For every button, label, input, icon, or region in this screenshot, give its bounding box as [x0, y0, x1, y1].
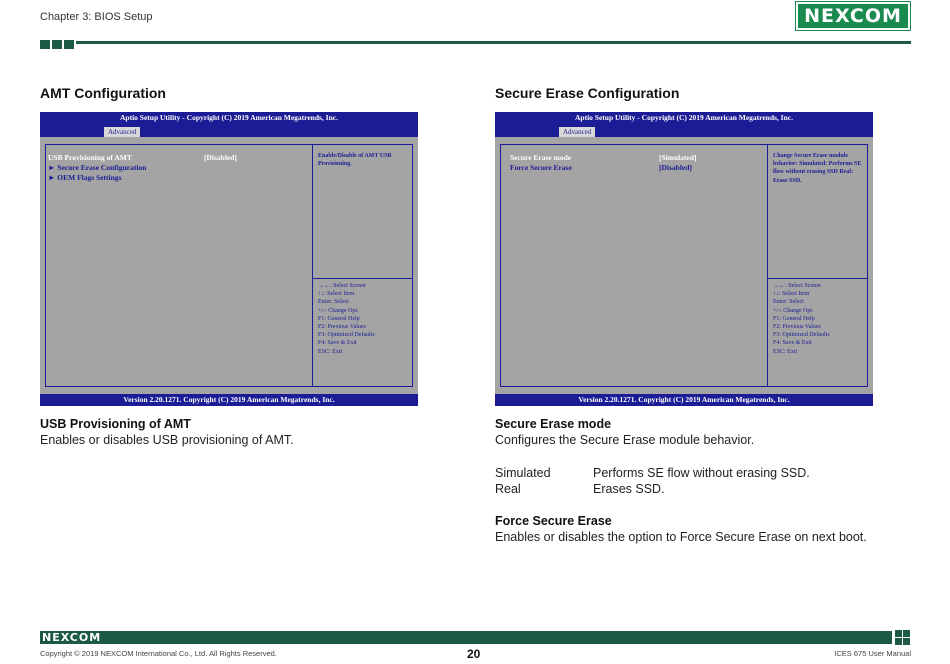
- key-hint: Enter: Select: [773, 299, 804, 306]
- key-hint: ↑↓: Select Item: [773, 291, 810, 298]
- footer-bar: [40, 631, 892, 644]
- key-hint: F4: Save & Exit: [318, 340, 357, 347]
- key-hint: F1: General Help: [773, 315, 815, 322]
- bios-divider: [767, 278, 868, 279]
- key-hint: F3: Optimized Defaults: [773, 332, 830, 339]
- option-desc-simulated: Performs SE flow without erasing SSD.: [593, 466, 810, 480]
- page-number: 20: [467, 647, 481, 661]
- key-hint: →←: Select Screen: [318, 283, 366, 289]
- section-title-secure-erase: Secure Erase Configuration: [495, 85, 680, 101]
- bios-topbar: Aptio Setup Utility - Copyright (C) 2019 American Megatrends, Inc.: [495, 112, 873, 124]
- bios-screen-secure-erase: [495, 112, 873, 406]
- bios-topbar: Aptio Setup Utility - Copyright (C) 2019 American Megatrends, Inc.: [40, 112, 418, 124]
- bios-divider: [312, 278, 413, 279]
- bios-value-usb-provisioning[interactable]: [Disabled]: [204, 153, 237, 162]
- key-hint: ESC: Exit: [318, 348, 343, 355]
- key-hint: +/-: Change Opt.: [773, 307, 814, 314]
- tab-advanced[interactable]: Advanced: [104, 127, 140, 137]
- header-squares: [40, 40, 74, 49]
- bios-tabbar: [40, 124, 418, 137]
- option-name-real: Real: [495, 482, 521, 496]
- key-hint: Enter: Select: [318, 299, 349, 306]
- desc-title-force-secure-erase: Force Secure Erase: [495, 514, 612, 528]
- key-hint: ESC: Exit: [773, 348, 798, 355]
- bios-item-oem-flags[interactable]: ► OEM Flags Settings: [48, 173, 122, 182]
- key-hint: F2: Previous Values: [773, 324, 821, 331]
- nexcom-logo: [796, 2, 910, 30]
- desc-text-usb-provisioning: Enables or disables USB provisioning of AMT.: [40, 433, 294, 447]
- header-rule: [76, 41, 911, 44]
- key-hint: →←: Select Screen: [773, 283, 821, 289]
- desc-text-force-secure-erase: Enables or disables the option to Force Secure Erase on next boot.: [495, 530, 867, 544]
- bios-item-usb-provisioning[interactable]: USB Provisioning of AMT: [48, 153, 132, 162]
- desc-text-secure-erase-mode: Configures the Secure Erase module behavior.: [495, 433, 755, 447]
- bios-tabbar: [495, 124, 873, 137]
- desc-title-secure-erase-mode: Secure Erase mode: [495, 417, 612, 431]
- section-title-amt: AMT Configuration: [40, 85, 166, 101]
- tab-advanced[interactable]: Advanced: [559, 127, 595, 137]
- footer-manual-title: ICES 675 User Manual: [834, 649, 911, 658]
- option-desc-real: Erases SSD.: [593, 482, 665, 496]
- bios-value-force-secure-erase[interactable]: [Disabled]: [659, 163, 692, 172]
- option-name-simulated: Simulated: [495, 466, 551, 480]
- chapter-title: Chapter 3: BIOS Setup: [40, 11, 153, 23]
- key-hint: +/-: Change Opt.: [318, 307, 359, 314]
- bios-item-force-secure-erase[interactable]: Force Secure Erase: [510, 163, 572, 172]
- bios-help-text: Change Secure Erase module behavior: Simulated: Performs SE flow without erasing SSD Real: Erase SSD.: [773, 153, 862, 184]
- bios-item-secure-erase-mode[interactable]: Secure Erase mode: [510, 153, 572, 162]
- bios-value-secure-erase-mode[interactable]: [Simulated]: [659, 153, 697, 162]
- footer-copyright: Copyright © 2019 NEXCOM International Co., Ltd. All Rights Reserved.: [40, 649, 277, 658]
- bios-divider: [312, 144, 313, 387]
- key-hint: F2: Previous Values: [318, 324, 366, 331]
- bios-screen-amt: [40, 112, 418, 406]
- bios-key-legend: [318, 282, 410, 356]
- key-hint: F1: General Help: [318, 315, 360, 322]
- logo-text: NEXCOM: [804, 5, 902, 27]
- bios-divider: [767, 144, 768, 387]
- bios-item-secure-erase-config[interactable]: ► Secure Erase Configuration: [48, 163, 147, 172]
- key-hint: F3: Optimized Defaults: [318, 332, 375, 339]
- desc-title-usb-provisioning: USB Provisioning of AMT: [40, 417, 191, 431]
- bios-help-text: Enable/Disable of AMT USB Provisioning.: [318, 153, 392, 168]
- footer-squares: [895, 630, 911, 646]
- footer-logo: NEXCOM: [42, 631, 102, 644]
- bios-bottombar: Version 2.20.1271. Copyright (C) 2019 American Megatrends, Inc.: [40, 394, 418, 406]
- key-hint: F4: Save & Exit: [773, 340, 812, 347]
- bios-bottombar: Version 2.20.1271. Copyright (C) 2019 American Megatrends, Inc.: [495, 394, 873, 406]
- bios-key-legend: [773, 282, 865, 356]
- key-hint: ↑↓: Select Item: [318, 291, 355, 298]
